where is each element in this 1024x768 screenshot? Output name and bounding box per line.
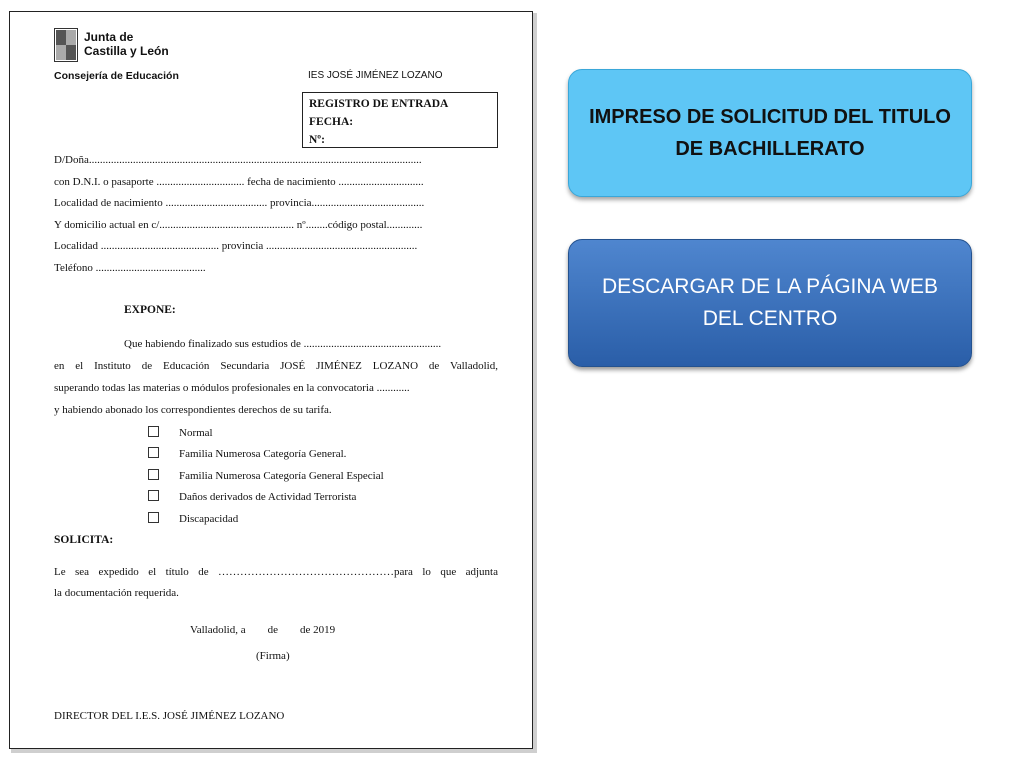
option-familia-especial xyxy=(148,469,384,482)
registro-box xyxy=(302,92,498,148)
expone-line: superando todas las materias o módulos profesionales en la convocatoria ............ xyxy=(54,382,410,394)
checkbox-icon xyxy=(148,469,159,480)
option-label: Discapacidad xyxy=(179,513,239,525)
checkbox-icon xyxy=(148,490,159,501)
field-localidad: Localidad ........................................... provincia ....................................................... xyxy=(54,240,418,252)
junta-logo xyxy=(54,28,194,68)
descargar-web-button[interactable] xyxy=(568,239,972,367)
director-label: DIRECTOR DEL I.E.S. JOSÉ JIMÉNEZ LOZANO xyxy=(54,710,285,722)
option-label: Normal xyxy=(179,427,213,439)
expone-line: y habiendo abonado los correspondientes derechos de su tarifa. xyxy=(54,404,332,416)
checkbox-icon xyxy=(148,447,159,458)
expone-line: Que habiendo finalizado sus estudios de .................................................. xyxy=(124,338,442,350)
checkbox-icon xyxy=(148,426,159,437)
option-label: Familia Numerosa Categoría General Especial xyxy=(179,470,384,482)
field-domicilio: Y domicilio actual en c/................................................. nº........código postal............. xyxy=(54,219,423,231)
option-familia-general xyxy=(148,447,346,460)
descargar-web-label: DESCARGAR DE LA PÁGINA WEB DEL CENTRO xyxy=(601,275,939,330)
field-localidad-nacimiento: Localidad de nacimiento ..................................... provincia......................................... xyxy=(54,197,425,209)
logo-text-line2: Castilla y León xyxy=(84,44,169,58)
expone-line: en el Instituto de Educación Secundaria JOSÉ JIMÉNEZ LOZANO de Valladolid, xyxy=(54,360,498,372)
registro-numero: Nº: xyxy=(309,134,325,146)
consejeria-label: Consejería de Educación xyxy=(54,70,179,82)
option-label: Daños derivados de Actividad Terrorista xyxy=(179,491,357,503)
field-telefono: Teléfono ........................................ xyxy=(54,262,206,274)
field-dni: con D.N.I. o pasaporte ................................ fecha de nacimiento ............................... xyxy=(54,176,424,188)
field-nombre: D/Doña......................................................................................................................... xyxy=(54,154,422,166)
school-name: IES JOSÉ JIMÉNEZ LOZANO xyxy=(308,70,443,81)
impreso-solicitud-label: IMPRESO DE SOLICITUD DEL TITULO DE BACHILLERATO xyxy=(589,106,951,160)
option-label: Familia Numerosa Categoría General. xyxy=(179,448,347,460)
checkbox-icon xyxy=(148,512,159,523)
logo-text-line1: Junta de xyxy=(84,30,134,44)
solicita-line: Le sea expedido el título de …………………………………………para lo que adjunta xyxy=(54,566,498,578)
firma-label: (Firma) xyxy=(256,650,290,662)
option-terrorismo xyxy=(148,490,356,503)
option-discapacidad xyxy=(148,512,238,525)
expone-heading: EXPONE: xyxy=(124,304,176,316)
impreso-solicitud-button[interactable] xyxy=(568,69,972,197)
solicita-heading: SOLICITA: xyxy=(54,534,114,546)
date-line: Valladolid, a de de 2019 xyxy=(190,624,336,636)
option-normal xyxy=(148,426,213,439)
application-form-document xyxy=(9,11,533,749)
registro-title: REGISTRO DE ENTRADA xyxy=(309,98,449,110)
registro-fecha: FECHA: xyxy=(309,116,354,128)
coat-of-arms-icon xyxy=(54,28,78,62)
solicita-line: la documentación requerida. xyxy=(54,587,179,599)
